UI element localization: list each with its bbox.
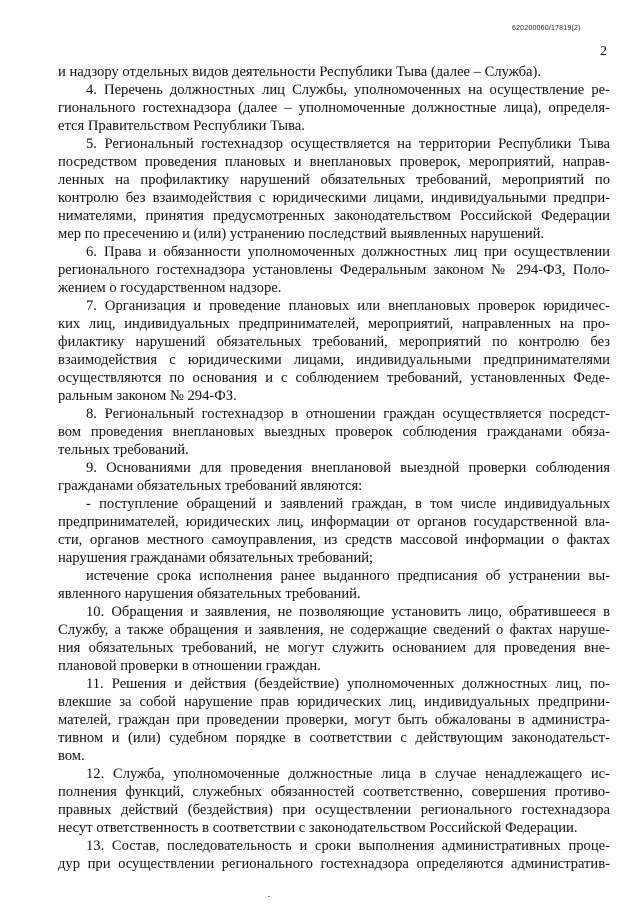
text-line: вом.: [58, 748, 85, 764]
text-line: осуществляются по основания и с соблюдением требований, установленных Феде-: [58, 370, 610, 386]
text-line: посредством проведения плановых и внеплановых проверок, мероприятий, направ-: [58, 154, 610, 170]
scan-artifact: [268, 896, 270, 897]
text-line: ленных на профилактику нарушений обязательных требований, мероприятий по: [58, 172, 610, 188]
text-line: - поступление обращений и заявлений граждан, в том числе индивидуальных: [86, 496, 610, 512]
text-line: влекшие за собой нарушение прав юридических лиц, индивидуальных предприни-: [58, 694, 610, 710]
document-body: [58, 63, 610, 873]
text-line: Службу, а также обращения и заявления, не содержащие сведений о фактах наруше-: [58, 622, 610, 638]
text-line: 12. Служба, уполномоченные должностные лица в случае ненадлежащего ис-: [86, 766, 610, 782]
text-line: предпринимателей, юридических лиц, информации от органов государственной вла-: [58, 514, 610, 530]
text-line: истечение срока исполнения ранее выданного предписания об устранении вы-: [86, 568, 610, 584]
document-code: 620200060/17819(2): [512, 25, 581, 32]
text-line: правных действий (бездействия) при осуществлении регионального гостехнадзора: [58, 802, 610, 818]
text-line: мер по пресечению и (или) устранению последствий выявленных нарушений.: [58, 226, 545, 242]
text-line: взаимодействия с юридическими лицами, индивидуальными предпринимателями: [58, 352, 610, 368]
text-line: гражданами обязательных требований являются:: [58, 478, 363, 494]
text-line: дур при осуществлении регионального гостехнадзора определяются административ-: [58, 856, 610, 872]
text-line: контролю без взаимодействия с юридическими лицами, индивидуальными предпри-: [58, 190, 610, 206]
text-line: ких лиц, индивидуальных предпринимателей, мероприятий, направленных на про-: [58, 316, 610, 332]
page-number: 2: [600, 44, 607, 59]
text-line: 6. Права и обязанности уполномоченных должностных лиц при осуществлении: [86, 244, 610, 260]
text-line: плановой проверки в отношении граждан.: [58, 658, 321, 674]
text-line: 13. Состав, последовательность и сроки выполнения административных проце-: [86, 838, 610, 854]
text-line: регионального гостехнадзора установлены Федеральным законом № 294-ФЗ, Поло-: [58, 262, 610, 278]
text-line: несут ответственность в соответствии с законодательством Российской Федерации.: [58, 820, 578, 836]
text-line: гионального гостехнадзора (далее – уполномоченные должностные лица), определя-: [58, 100, 610, 116]
text-line: тивном и (или) судебном порядке в соответствии с действующим законодательст-: [58, 730, 610, 746]
text-line: нимателями, принятия предусмотренных законодательством Российской Федерации: [58, 208, 610, 224]
text-line: филактику нарушений обязательных требований, мероприятий по контролю без: [58, 334, 610, 350]
text-line: ния обязательных требований, не могут служить основанием для проведения вне-: [58, 640, 610, 656]
text-line: 8. Региональный гостехнадзор в отношении граждан осуществляется посредст-: [86, 406, 610, 422]
text-line: тельных требований.: [58, 442, 189, 458]
text-line: вом проведения внеплановых выездных проверок соблюдения гражданами обяза-: [58, 424, 610, 440]
text-line: жением о государственном надзоре.: [58, 280, 282, 296]
text-line: 10. Обращения и заявления, не позволяющие установить лицо, обратившееся в: [86, 604, 610, 620]
text-line: и надзору отдельных видов деятельности Республики Тыва (далее – Служба).: [58, 64, 542, 80]
text-line: мателей, граждан при проведении проверки, могут быть обжалованы в администра-: [58, 712, 610, 728]
text-line: нарушения гражданами обязательных требований;: [58, 550, 374, 566]
text-line: 11. Решения и действия (бездействие) уполномоченных должностных лиц, по-: [86, 676, 610, 692]
text-line: 5. Региональный гостехнадзор осуществляется на территории Республики Тыва: [86, 136, 610, 152]
text-line: 9. Основаниями для проведения внеплановой выездной проверки соблюдения: [86, 460, 610, 476]
text-line: 7. Организация и проведение плановых или внеплановых проверок юридичес-: [86, 298, 610, 314]
text-line: сти, органов местного самоуправления, из средств массовой информации о фактах: [58, 532, 610, 548]
text-line: 4. Перечень должностных лиц Службы, уполномоченных на осуществление ре-: [86, 82, 610, 98]
text-line: ется Правительством Республики Тыва.: [58, 118, 305, 134]
text-line: ральным законом № 294-ФЗ.: [58, 388, 237, 404]
text-line: полнения функций, служебных обязанностей соответственно, совершения противо-: [58, 784, 610, 800]
text-line: явленного нарушения обязательных требований.: [58, 586, 361, 602]
